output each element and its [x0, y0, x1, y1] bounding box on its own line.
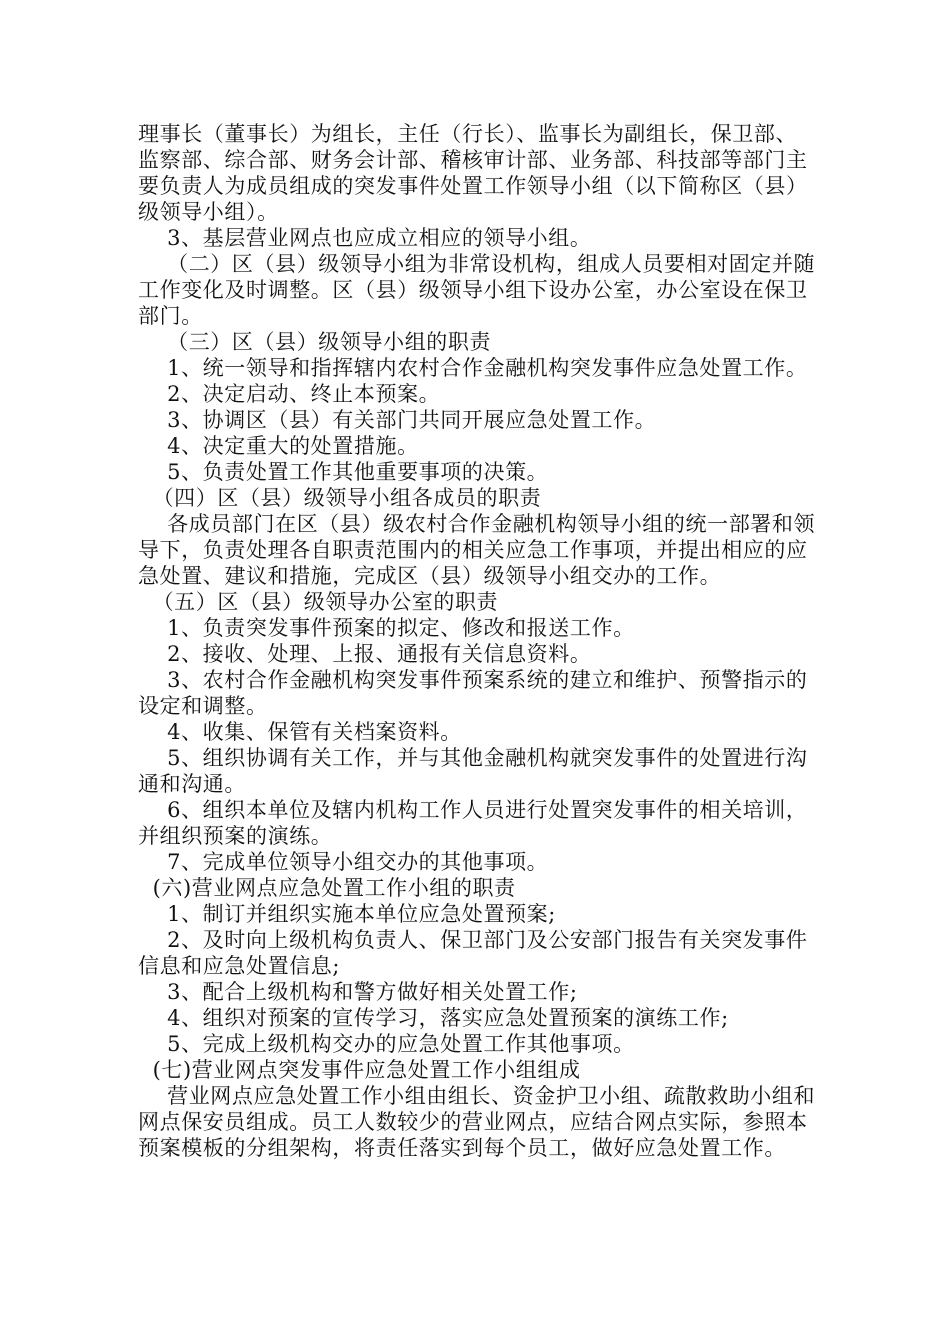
list-item: 5、完成上级机构交办的应急处置工作其他事项。: [138, 1032, 635, 1056]
list-item: 4、组织对预案的宣传学习，落实应急处置预案的演练工作;: [138, 1006, 729, 1030]
paragraph-section-4-body: 各成员部门在区（县）级农村合作金融机构领导小组的统一部署和领导下，负责处理各自职责范围内的相关应急工作事项，并提出相应的应急处置、建议和措施，完成区（县）级领导小组交办的工作。: [138, 512, 816, 588]
paragraph-leadership-group-composition: 理事长（董事长）为组长，主任（行长）、监事长为副组长，保卫部、监察部、综合部、财务会计部、稽核审计部、业务部、科技部等部门主要负责人为成员组成的突发事件处置工作领导小组（以下简称区（县）级领导小组）。: [138, 122, 808, 224]
list-item: 3、配合上级机构和警方做好相关处置工作;: [138, 980, 578, 1004]
heading-section-5: （五）区（县）级领导办公室的职责: [138, 590, 499, 614]
list-item: 4、收集、保管有关档案资料。: [138, 720, 462, 744]
paragraph-section-7-body: 营业网点应急处置工作小组由组长、资金护卫小组、疏散救助小组和网点保安员组成。员工人数较少的营业网点，应结合网点实际，参照本预案模板的分组架构，将责任落实到每个员工，做好应急处置工作。: [138, 1084, 816, 1160]
document-body: [138, 121, 818, 1161]
list-item: 3、农村合作金融机构突发事件预案系统的建立和维护、预警指示的设定和调整。: [138, 668, 808, 718]
paragraph-section-2: （二）区（县）级领导小组为非常设机构，组成人员要相对固定并随工作变化及时调整。区（县）级领导小组下设办公室，办公室设在保卫部门。: [138, 252, 816, 328]
heading-section-6: (六)营业网点应急处置工作小组的职责: [138, 876, 516, 900]
list-item: 2、接收、处理、上报、通报有关信息资料。: [138, 642, 592, 666]
list-item: 1、统一领导和指挥辖内农村合作金融机构突发事件应急处置工作。: [138, 356, 808, 380]
list-item: 1、负责突发事件预案的拟定、修改和报送工作。: [138, 616, 635, 640]
list-item: 7、完成单位领导小组交办的其他事项。: [138, 850, 549, 874]
paragraph-item-3-grassroots: 3、基层营业网点也应成立相应的领导小组。: [138, 226, 592, 250]
list-item: 2、及时向上级机构负责人、保卫部门及公安部门报告有关突发事件信息和应急处置信息;: [138, 928, 808, 978]
heading-section-3: （三）区（县）级领导小组的职责: [138, 330, 492, 354]
list-item: 6、组织本单位及辖内机构工作人员进行处置突发事件的相关培训，并组织预案的演练。: [138, 798, 808, 848]
list-item: 5、组织协调有关工作，并与其他金融机构就突发事件的处置进行沟通和沟通。: [138, 746, 808, 796]
heading-section-4: （四）区（县）级领导小组各成员的职责: [138, 486, 542, 510]
list-item: 3、协调区（县）有关部门共同开展应急处置工作。: [138, 408, 657, 432]
list-item: 2、决定启动、终止本预案。: [138, 382, 441, 406]
list-item: 1、制订并组织实施本单位应急处置预案;: [138, 902, 556, 926]
list-item: 5、负责处置工作其他重要事项的决策。: [138, 460, 549, 484]
heading-section-7: (七)营业网点突发事件应急处置工作小组组成: [138, 1058, 581, 1082]
list-item: 4、决定重大的处置措施。: [138, 434, 419, 458]
